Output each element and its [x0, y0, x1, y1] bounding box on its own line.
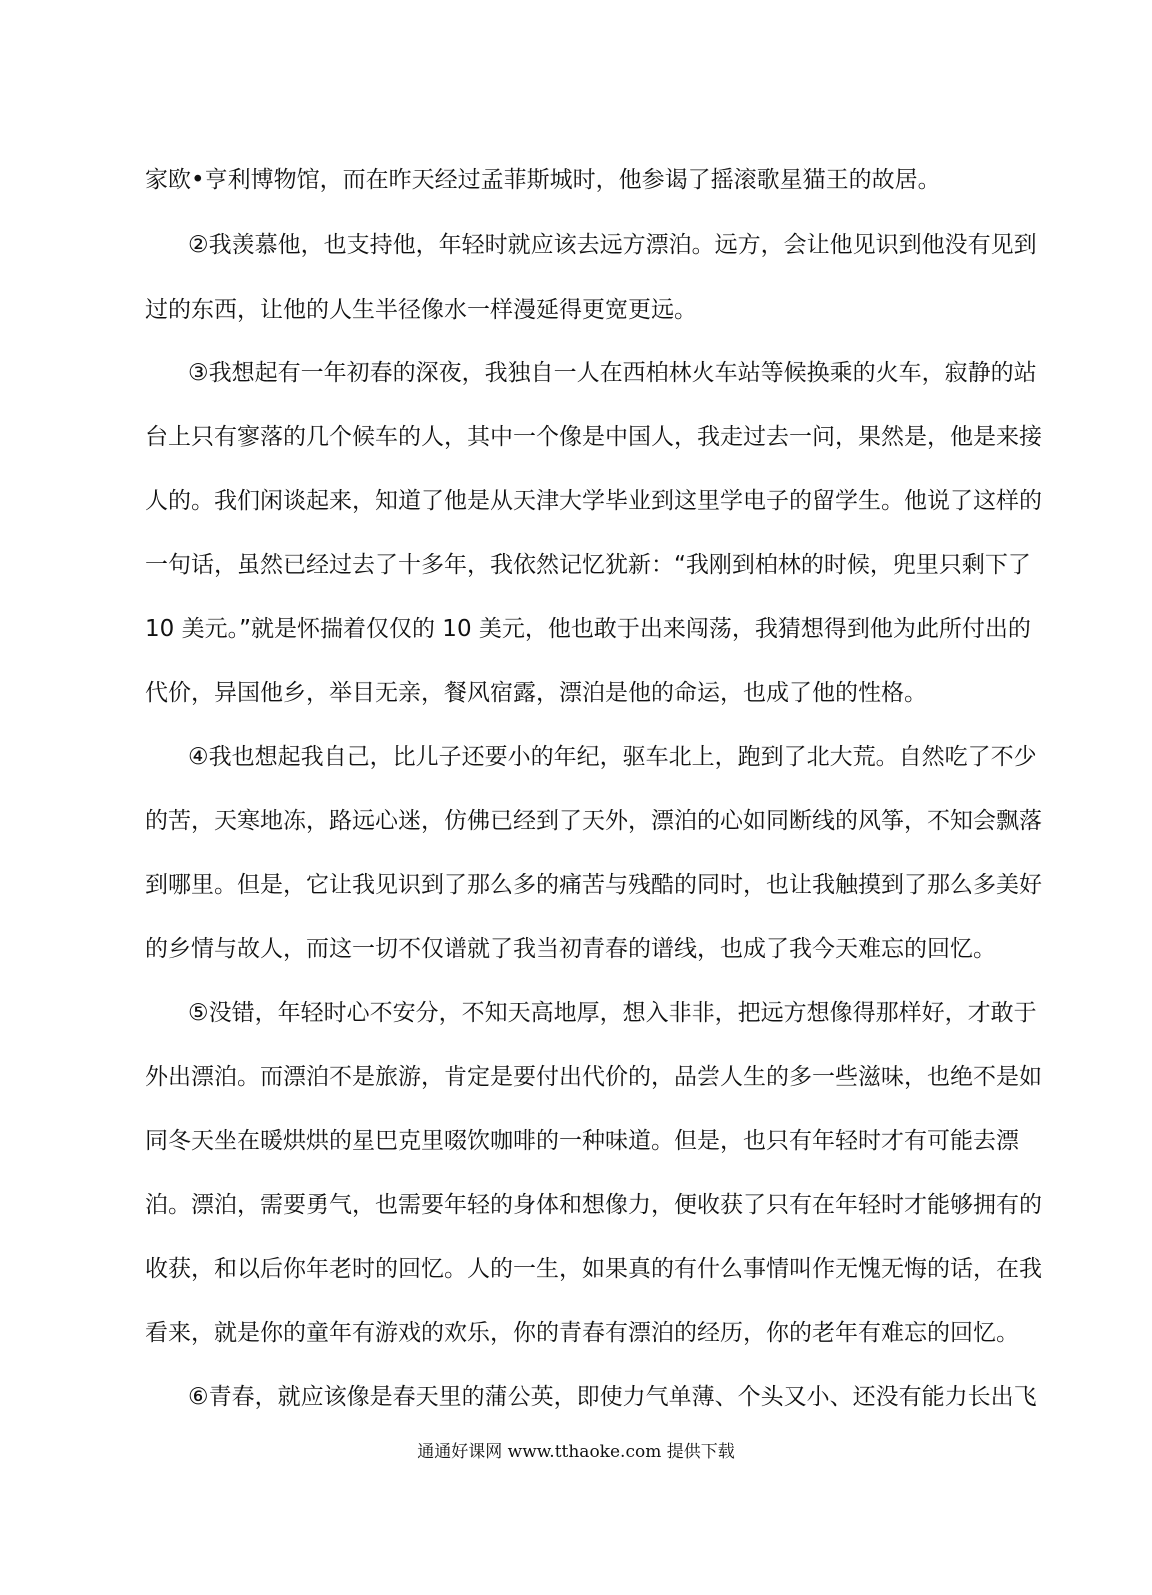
text-line: 的乡情与故人，而这一切不仅谱就了我当初青春的谱线，也成了我今天难忘的回忆。	[145, 936, 996, 962]
text-line: 外出漂泊。而漂泊不是旅游，肯定是要付出代价的，品尝人生的多一些滋味，也绝不是如	[145, 1064, 1042, 1090]
text-line: 到哪里。但是，它让我见识到了那么多的痛苦与残酷的同时，也让我触摸到了那么多美好	[145, 872, 1042, 898]
paragraph-5-line: ⑤没错，年轻时心不安分，不知天高地厚，想入非非，把远方想像得那样好，才敢于	[188, 1000, 1037, 1026]
paragraph-6-line: ⑥青春，就应该像是春天里的蒲公英，即使力气单薄、个头又小、还没有能力长出飞	[188, 1384, 1037, 1410]
text-line: 人的。我们闲谈起来，知道了他是从天津大学毕业到这里学电子的留学生。他说了这样的	[145, 488, 1042, 514]
text-line: 看来，就是你的童年有游戏的欢乐，你的青春有漂泊的经历，你的老年有难忘的回忆。	[145, 1320, 1019, 1346]
paragraph-3-line: ③我想起有一年初春的深夜，我独自一人在西柏林火车站等候换乘的火车，寂静的站	[188, 360, 1037, 386]
text-line: 一句话，虽然已经过去了十多年，我依然记忆犹新：“我刚到柏林的时候，兜里只剩下了	[145, 552, 1031, 578]
page-footer: 通通好课网 www.tthaoke.com 提供下载	[417, 1442, 735, 1462]
text-line: 台上只有寥落的几个候车的人，其中一个像是中国人，我走过去一问，果然是，他是来接	[145, 424, 1042, 450]
paragraph-2-line: ②我羡慕他，也支持他，年轻时就应该去远方漂泊。远方，会让他见识到他没有见到	[188, 232, 1037, 258]
paragraph-4-line: ④我也想起我自己，比儿子还要小的年纪，驱车北上，跑到了北大荒。自然吃了不少	[188, 744, 1037, 770]
text-line: 泊。漂泊，需要勇气，也需要年轻的身体和想像力，便收获了只有在年轻时才能够拥有的	[145, 1192, 1042, 1218]
text-line: 代价，异国他乡，举目无亲，餐风宿露，漂泊是他的命运，也成了他的性格。	[145, 680, 927, 706]
text-line: 的苦，天寒地冻，路远心迷，仿佛已经到了天外，漂泊的心如同断线的风筝，不知会飘落	[145, 808, 1042, 834]
text-line: 收获，和以后你年老时的回忆。人的一生，如果真的有什么事情叫作无愧无悔的话，在我	[145, 1256, 1042, 1282]
text-line: 同冬天坐在暖烘烘的星巴克里啜饮咖啡的一种味道。但是，也只有年轻时才有可能去漂	[145, 1128, 1019, 1154]
text-line: 家欧•亨利博物馆，而在昨天经过孟菲斯城时，他参谒了摇滚歌星猫王的故居。	[145, 167, 941, 193]
text-line: 过的东西，让他的人生半径像水一样漫延得更宽更远。	[145, 297, 697, 323]
text-line: 10 美元。”就是怀揣着仅仅的 10 美元，他也敢于出来闯荡，我猜想得到他为此所付出的	[145, 616, 1031, 642]
